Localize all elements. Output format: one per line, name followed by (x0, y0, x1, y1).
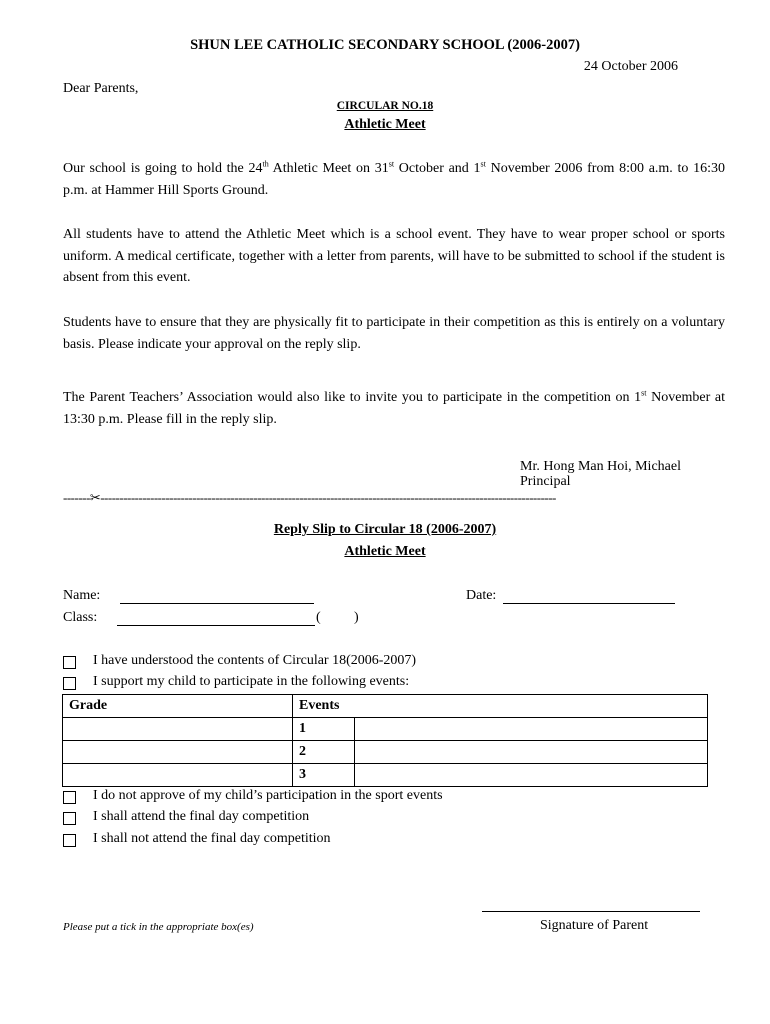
events-table (62, 694, 708, 787)
event-number: 1 (293, 718, 355, 741)
grade-header: Grade (63, 695, 293, 718)
events-header: Events (293, 695, 708, 718)
name-label: Name: (63, 588, 101, 603)
tick-instruction: Please put a tick in the appropriate box(es) (63, 921, 254, 933)
reply-slip-subtitle: Athletic Meet (344, 544, 426, 559)
signer-name: Mr. Hong Man Hoi, Michael (520, 459, 681, 474)
checkbox-understood-label: I have understood the contents of Circular 18(2006-2007) (93, 653, 417, 668)
paragraph-pta: The Parent Teachers’ Association would also like to invite you to participate in the competition on 1st November at 13:30 p.m. Please fill in the reply slip. (63, 388, 725, 427)
table-row (63, 718, 708, 741)
reply-slip-title: Reply Slip to Circular 18 (2006-2007) (273, 522, 497, 537)
event-number: 2 (293, 741, 355, 764)
checkbox-attend-final[interactable] (63, 812, 76, 825)
checkbox-not-approve[interactable] (63, 791, 76, 804)
event-cell[interactable] (355, 764, 708, 787)
signer-block (520, 459, 681, 489)
class-field[interactable] (117, 625, 315, 626)
signature-field[interactable] (482, 911, 700, 912)
checkbox-understood[interactable] (63, 656, 76, 669)
checkbox-not-approve-label: I do not approve of my child’s participation in the sport events (93, 788, 443, 803)
checkbox-not-attend-final[interactable] (63, 834, 76, 847)
checkbox-support[interactable] (63, 677, 76, 690)
class-number-open: ( (316, 610, 321, 625)
circular-date: 24 October 2006 (583, 59, 678, 74)
circular-subject: Athletic Meet (344, 117, 426, 132)
checkbox-attend-final-label: I shall attend the final day competition (93, 809, 310, 824)
school-heading: SHUN LEE CATHOLIC SECONDARY SCHOOL (2006-2007) (190, 37, 580, 53)
class-number-close: ) (354, 610, 359, 625)
paragraph-attendance: All students have to attend the Athletic Meet which is a school event. They have to wear proper school or sports uniform. A medical certificate, together with a letter from parents, will have to be submitted to school if the student is absent from this event. (63, 227, 725, 285)
checkbox-not-attend-final-label: I shall not attend the final day competition (93, 831, 331, 846)
paragraph-event-details: Our school is going to hold the 24th Athletic Meet on 31st October and 1st November 2006 from 8:00 a.m. to 16:30 p.m. at Hammer Hill Sports Ground. (63, 159, 726, 198)
date-label: Date: (466, 588, 497, 603)
grade-cell[interactable] (63, 764, 293, 787)
name-field[interactable] (120, 603, 314, 604)
signature-label: Signature of Parent (540, 918, 649, 933)
paragraph-fitness: Students have to ensure that they are physically fit to participate in their competition as this is entirely on a voluntary basis. Please indicate your approval on the reply slip. (63, 315, 725, 352)
table-header-row (63, 695, 708, 718)
grade-cell[interactable] (63, 741, 293, 764)
signer-title: Principal (520, 474, 571, 489)
event-cell[interactable] (355, 718, 708, 741)
class-label: Class: (63, 610, 98, 625)
circular-number: CIRCULAR NO.18 (336, 100, 434, 112)
cut-line: -------✂----------------------------------------------------------------------------------------------------------------------- (63, 490, 556, 505)
scissors-icon: ✂ (89, 490, 101, 505)
event-number: 3 (293, 764, 355, 787)
salutation: Dear Parents, (63, 81, 139, 96)
date-field[interactable] (503, 603, 675, 604)
checkbox-support-label: I support my child to participate in the following events: (93, 674, 410, 689)
table-row (63, 764, 708, 787)
table-row (63, 741, 708, 764)
event-cell[interactable] (355, 741, 708, 764)
grade-cell[interactable] (63, 718, 293, 741)
